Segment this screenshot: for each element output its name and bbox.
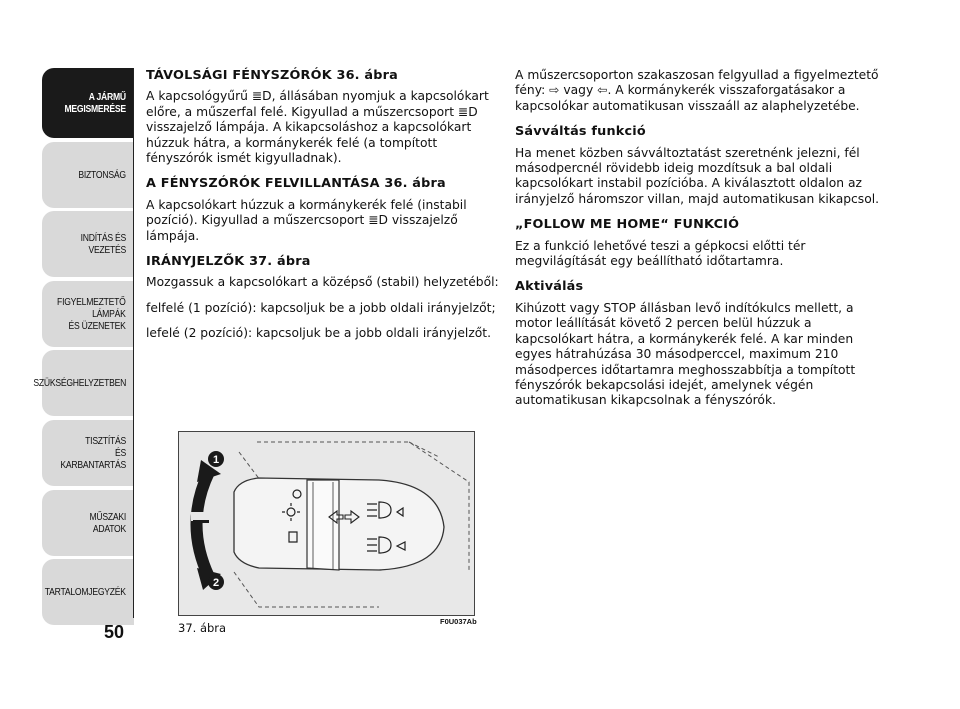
paragraph-follow-me-home: Ez a funkció lehetővé teszi a gépkocsi előtti tér megvilágítását egy beállítható időtartamra. [515,238,806,269]
tab-cleaning-maintenance[interactable] [42,420,134,486]
paragraph-indicators-down: lefelé (2 pozíció): kapcsoljuk be a jobb oldali irányjelzőt. [146,326,492,341]
page-number: 50 [104,622,125,642]
paragraph-indicator-light: A műszercsoporton szakaszosan felgyullad a figyelmeztető fény: ⇨ vagy ⇦. A kormánykerék visszaforgatásakor a kapcsolókar automatikusan visszaáll az alaphelyzetébe. [515,68,879,113]
chapter-tabs [33,68,134,629]
tab-label: FIGYELMEZTETŐ LÁMPÁK ÉS ÜZENETEK [57,295,126,332]
tab-vehicle-overview[interactable] [42,68,134,138]
light-stalk-illustration [179,432,475,616]
marker-2-label: 2 [212,577,220,589]
left-column [146,68,501,352]
marker-1-label: 1 [212,454,220,466]
section-title-activation: Aktiválás [515,279,584,295]
tab-warning-lights[interactable] [42,281,134,347]
right-column [515,68,885,419]
paragraph-indicators-up: felfelé (1 pozíció): kapcsoljuk be a jobb oldali irányjelzőt; [146,300,496,315]
paragraph-activation: Kihúzott vagy STOP állásban levő indítókulcs mellett, a motor leállítását követő 2 percen belül húzzuk a kapcsolókart hátra, a kormánykerék felé. A kar minden egyes hátrahúzása 30 másodperccel, maximum 210 másodperces időtartamra meghosszabbítja a tompított fényszórók bekapcsolási idejét, amelynek végén automatikusan kikapcsolnak a fényszórók. [515,300,856,408]
section-title-flash: A FÉNYSZÓRÓK FELVILLANTÁSA 36. ábra [146,176,446,192]
tab-label: MŰSZAKI ADATOK [89,510,126,535]
direction-arrow [197,472,210,577]
section-title-high-beam: TÁVOLSÁGI FÉNYSZÓRÓK 36. ábra [146,68,398,83]
tab-starting-driving[interactable] [42,211,134,277]
section-title-follow-me-home: „FOLLOW ME HOME“ FUNKCIÓ [515,217,740,233]
section-title-lane-change: Sávváltás funkció [515,124,646,140]
figure-caption: 37. ábra [178,621,227,635]
paragraph-lane-change: Ha menet közben sávváltoztatást szeretnénk jelezni, fél másodpercnél rövidebb ideig mozdítsuk a bal oldali kapcsolókart instabil pozícióba. A kiválasztott oldalon az irányjelző háromszor villan, majd automatikusan kikapcsol. [515,145,880,206]
figure-code: F0U037Ab [440,617,477,626]
paragraph-flash: A kapcsolókart húzzuk a kormánykerék felé (instabil pozíció). Kigyullad a műszercsoport ≣D visszajelző lámpája. [146,197,467,243]
paragraph-high-beam: A kapcsológyűrű ≣D, állásában nyomjuk a kapcsolókart előre, a műszerfal felé. Kigyullad a műszercsoport ≣D visszajelző lámpája. A kikapcsoláshoz a kapcsolókart húzzuk hátra, a kormánykerék felé (a tompított fényszórók ismét kigyulladnak). [146,89,489,166]
tab-label: SZÜKSÉGHELYZETBEN [33,377,126,390]
section-title-indicators: IRÁNYJELZŐK 37. ábra [146,254,311,270]
figure-light-stalk [178,431,475,616]
tab-label: A JÁRMŰ MEGISMERÉSE [64,91,126,115]
tab-label: TISZTÍTÁS ÉS KARBANTARTÁS [60,434,127,471]
tab-emergency[interactable] [33,350,134,416]
tab-label: BIZTONSÁG [78,168,126,181]
sidebar-divider [133,68,134,618]
paragraph-indicators-intro: Mozgassuk a kapcsolókart a középső (stabil) helyzetéből: [146,275,499,290]
tab-index[interactable] [42,559,134,625]
tab-technical-data[interactable] [42,490,134,556]
tab-label: TARTALOMJEGYZÉK [44,586,126,599]
tab-safety[interactable] [42,142,134,208]
tab-label: INDÍTÁS ÉS VEZETÉS [80,232,126,257]
